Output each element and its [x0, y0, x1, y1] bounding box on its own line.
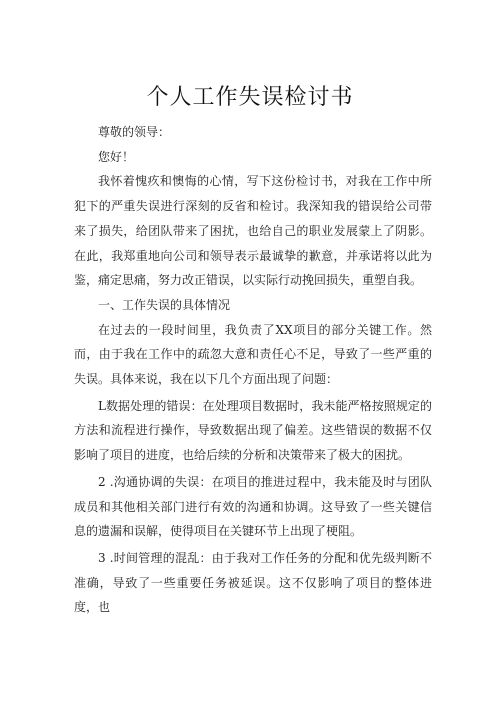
greeting: 您好！: [98, 149, 135, 164]
paragraph-intro: 我怀着愧疚和懊悔的心情，写下这份检讨书，对我在工作中所犯下的严重失误进行深刻的反省和检讨。我深知我的错误给公司带来了损失，给团队带来了困扰，也给自己的职业发展蒙上了阴影。在此，我郑重地向公司和领导表示最诚挚的歉意，并承诺将以此为鉴，痛定思痛，努力改正错误，以实际行动挽回损失，重塑自我。: [74, 174, 432, 288]
section-heading: 一、工作失误的具体情况: [98, 297, 231, 312]
paragraph-situation: 在过去的一段时间里，我负责了XX项目的部分关键工作。然而，由于我在工作中的疏忽大意和责任心不足，导致了一些严重的失误。具体来说，我在以下几个方面出现了问题：: [74, 322, 432, 387]
list-item-communication: 2 .沟通协调的失误：在项目的推进过程中，我未能及时与团队成员和其他相关部门进行有效的沟通和协调。这导致了一些关键信息的遗漏和误解，使得项目在关键环节上出现了梗阻。: [74, 474, 432, 539]
list-item-time-management: 3 .时间管理的混乱：由于我对工作任务的分配和优先级判断不准确，导致了一些重要任务被延误。这不仅影响了项目的整体进度，也: [74, 550, 432, 615]
list-item-data-error: L数据处理的错误：在处理项目数据时，我未能严格按照规定的方法和流程进行操作，导致数据出现了偏差。这些错误的数据不仅影响了项目的进度，也给后续的分析和决策带来了极大的困扰。: [74, 398, 432, 463]
document-body: [74, 120, 432, 620]
salutation: 尊敬的领导：: [98, 125, 171, 139]
document-title: 个人工作失误检讨书: [146, 85, 354, 110]
